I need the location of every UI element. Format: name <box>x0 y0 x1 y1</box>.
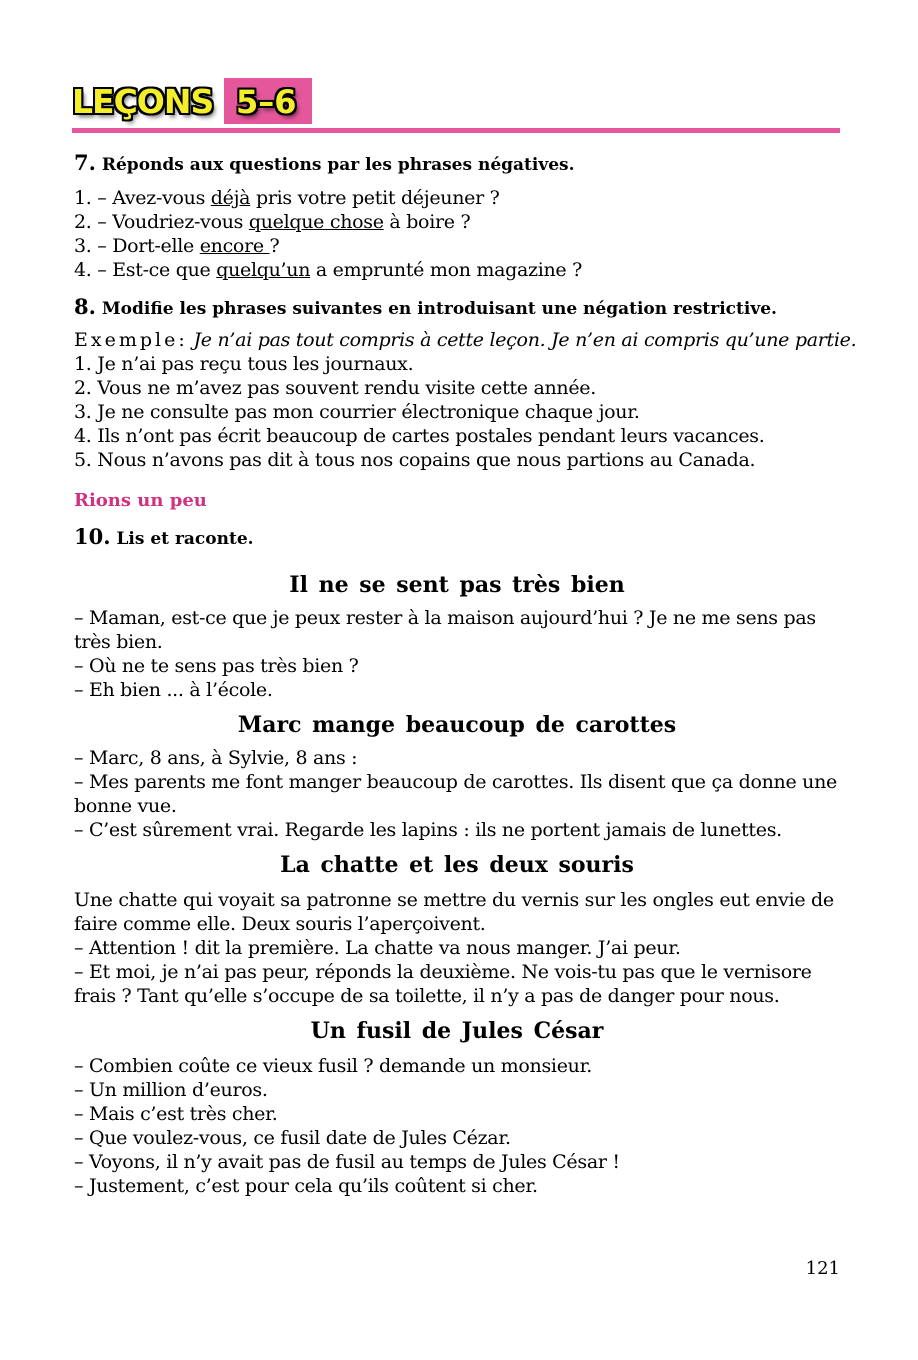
story-line: – Un million d’euros. <box>74 1079 268 1101</box>
exercise-10-heading <box>74 524 840 552</box>
story-line: – Mais c’est très cher. <box>74 1103 278 1125</box>
sentence-line: 4. Ils n’ont pas écrit beaucoup de cartes postales pendant leurs vacances. <box>74 425 765 447</box>
story-line: – Mes parents me font manger beaucoup de carottes. Ils disent que ça donne une bonne vue. <box>74 771 837 817</box>
story-text <box>74 888 840 1008</box>
example-label: Exemple: <box>74 329 188 351</box>
story-line: – Eh bien ... à l’école. <box>74 679 273 701</box>
story-line: – Attention ! dit la première. La chatte va nous manger. J’ai peur. <box>74 937 681 959</box>
story-line: – Combien coûte ce vieux fusil ? demande un monsieur. <box>74 1055 593 1077</box>
example-line <box>74 328 857 352</box>
exercise-instruction: Lis et raconte. <box>116 529 254 549</box>
lesson-number-badge <box>224 78 312 124</box>
question-line: 2. – Voudriez-vous quelque chose à boire ? <box>74 211 471 233</box>
exercise-number: 8. <box>74 294 96 319</box>
example-text: Je n’ai pas tout compris à cette leçon. Je n’en ai compris qu’une partie. <box>193 329 857 351</box>
story-title: Un fusil de Jules César <box>310 1018 604 1044</box>
section-heading-rions: Rions un peu <box>74 490 207 511</box>
lessons-title: LEÇONS <box>72 82 214 121</box>
story-line: – Et moi, je n’ai pas peur, réponds la deuxième. Ne vois-tu pas que le vernisore frais ? Tant qu’elle s’occupe de sa toilette, il n’y a pas de danger pour nous. <box>74 961 812 1007</box>
question-line: 3. – Dort-elle encore ? <box>74 235 280 257</box>
page-number: 121 <box>805 1258 840 1279</box>
story-text <box>74 746 840 842</box>
lesson-number: 5–6 <box>236 83 297 121</box>
exercise-instruction: Modifie les phrases suivantes en introduisant une négation restrictive. <box>101 299 777 319</box>
story-text <box>74 606 840 702</box>
sentence-line: 3. Je ne consulte pas mon courrier électronique chaque jour. <box>74 401 640 423</box>
exercise-number: 7. <box>74 150 96 175</box>
question-line: 1. – Avez-vous déjà pris votre petit déjeuner ? <box>74 187 500 209</box>
exercise-instruction: Réponds aux questions par les phrases négatives. <box>101 155 575 175</box>
story-title: La chatte et les deux souris <box>280 852 634 878</box>
header-divider <box>72 128 840 133</box>
story-line: – Marc, 8 ans, à Sylvie, 8 ans : <box>74 747 358 769</box>
sentence-line: 2. Vous ne m’avez pas souvent rendu visite cette année. <box>74 377 596 399</box>
page-content <box>74 150 857 1198</box>
sentence-line: 5. Nous n’avons pas dit à tous nos copains que nous partions au Canada. <box>74 449 756 471</box>
exercise-8-list <box>74 352 840 472</box>
story-text <box>74 1054 840 1198</box>
story-title: Il ne se sent pas très bien <box>289 572 625 598</box>
lesson-header <box>72 78 840 126</box>
story-line: – C’est sûrement vrai. Regarde les lapins : ils ne portent jamais de lunettes. <box>74 819 782 841</box>
question-line: 4. – Est-ce que quelqu’un a emprunté mon magazine ? <box>74 259 583 281</box>
story-line: – Maman, est-ce que je peux rester à la maison aujourd’hui ? Je ne me sens pas très bien. <box>74 607 816 653</box>
story-line: – Voyons, il n’y avait pas de fusil au temps de Jules César ! <box>74 1151 620 1173</box>
story-line: – Justement, c’est pour cela qu’ils coûtent si cher. <box>74 1175 538 1197</box>
story-title: Marc mange beaucoup de carottes <box>237 712 677 738</box>
exercise-7-heading <box>74 150 840 178</box>
exercise-8-heading <box>74 294 840 322</box>
story-line: – Où ne te sens pas très bien ? <box>74 655 359 677</box>
story-line: – Que voulez-vous, ce fusil date de Jules Cézar. <box>74 1127 511 1149</box>
story-line: Une chatte qui voyait sa patronne se mettre du vernis sur les ongles eut envie de faire comme elle. Deux souris l’aperçoivent. <box>74 889 834 935</box>
exercise-number: 10. <box>74 524 111 549</box>
sentence-line: 1. Je n’ai pas reçu tous les journaux. <box>74 353 414 375</box>
exercise-7-list <box>74 186 840 282</box>
